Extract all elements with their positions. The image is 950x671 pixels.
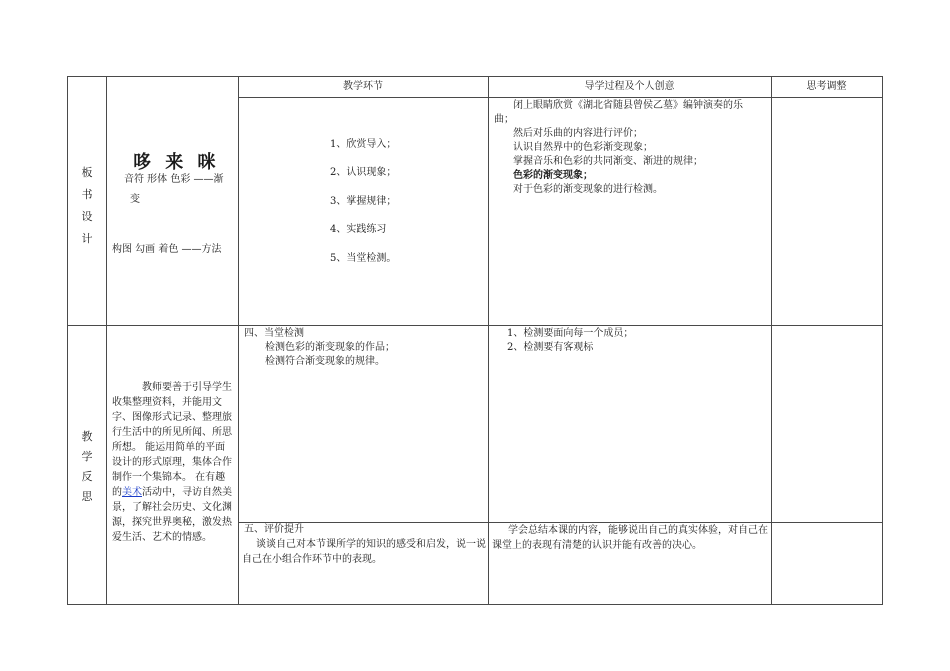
table-border-bottom bbox=[67, 604, 883, 605]
col-divider-3 bbox=[488, 76, 489, 605]
board-label-char: 书 bbox=[81, 188, 93, 201]
board-label-char: 计 bbox=[81, 232, 93, 245]
section5-process: 学会总结本课的内容，能够说出自己的真实体验，对自己在课堂上的表现有清楚的认识并能有改善的决心。 bbox=[492, 525, 768, 551]
process-line: 曲； bbox=[494, 114, 514, 125]
process-line: 认识自然界中的色彩渐变现象； bbox=[513, 142, 653, 153]
board-line2: 变 bbox=[130, 194, 140, 205]
section4-heading: 四、当堂检测 bbox=[244, 328, 304, 339]
reflection-label-char: 思 bbox=[81, 490, 93, 503]
step-item: 1、欣赏导入； bbox=[330, 139, 397, 150]
reflection-label-char: 学 bbox=[81, 450, 93, 463]
col-divider-2 bbox=[238, 76, 239, 605]
section4-process-line: 2、检测要有客观标 bbox=[507, 342, 594, 353]
process-line: 对于色彩的渐变现象的进行检测。 bbox=[513, 184, 663, 195]
header-process: 导学过程及个人创意 bbox=[584, 81, 675, 92]
section5-heading: 五、评价提升 bbox=[244, 524, 304, 535]
section5-text: 谈谈自己对本节课所学的知识的感受和启发，说一说自己在小组合作环节中的表现。 bbox=[242, 539, 486, 565]
board-label-char: 设 bbox=[81, 210, 93, 223]
section4-line: 检测符合渐变现象的规律。 bbox=[265, 356, 385, 367]
reflection-text-part: 活动中，寻访自然美景，了解社会历史、文化渊源，探究世界奥秘，激发热爱生活、艺术的情感。 bbox=[112, 487, 232, 543]
board-line1: 音符 形体 色彩 ——渐 bbox=[124, 174, 224, 185]
row-divider bbox=[67, 325, 883, 326]
board-label-char: 板 bbox=[81, 166, 93, 179]
step-item: 5、当堂检测。 bbox=[330, 253, 397, 264]
section4-line: 检测色彩的渐变现象的作品； bbox=[265, 342, 395, 353]
header-adjust: 思考调整 bbox=[806, 81, 847, 92]
header-divider bbox=[238, 97, 883, 98]
step-item: 2、认识现象； bbox=[330, 167, 397, 178]
process-line: 然后对乐曲的内容进行评价； bbox=[513, 128, 643, 139]
reflection-label-char: 教 bbox=[81, 430, 93, 443]
reflection-text-part: 教师要善于引导学生收集整理资料，并能用文字、图像形式记录、整理旅行生活中的所见所闻、所思所想。 能运用简单的平面设计的形式原理，集体合作制作一个集锦本。 在有趣的 bbox=[112, 382, 232, 498]
header-section: 教学环节 bbox=[343, 81, 383, 92]
process-line: 闭上眼睛欣赏《湖北省随县曾侯乙墓》编钟演奏的乐 bbox=[513, 100, 743, 111]
table-border-right bbox=[882, 76, 883, 605]
table-border-left bbox=[67, 76, 68, 605]
col-divider-4 bbox=[771, 76, 772, 605]
col-divider-1 bbox=[106, 76, 107, 605]
reflection-label-char: 反 bbox=[81, 470, 93, 483]
section4-process-line: 1、检测要面向每一个成员； bbox=[507, 328, 634, 339]
art-link[interactable]: 美术 bbox=[122, 487, 142, 498]
reflection-text bbox=[112, 380, 234, 545]
board-label bbox=[80, 164, 94, 248]
process-line: 掌握音乐和色彩的共同渐变、渐进的规律； bbox=[513, 156, 703, 167]
process-line: 色彩的渐变现象； bbox=[513, 170, 593, 181]
step-item: 3、掌握规律； bbox=[330, 196, 397, 207]
step-item: 4、实践练习 bbox=[330, 224, 387, 235]
board-title: 哆 来 咪 bbox=[133, 152, 220, 173]
board-line3: 构图 勾画 着色 ——方法 bbox=[112, 244, 222, 255]
reflection-label bbox=[80, 428, 94, 506]
table-border-top bbox=[67, 76, 883, 77]
